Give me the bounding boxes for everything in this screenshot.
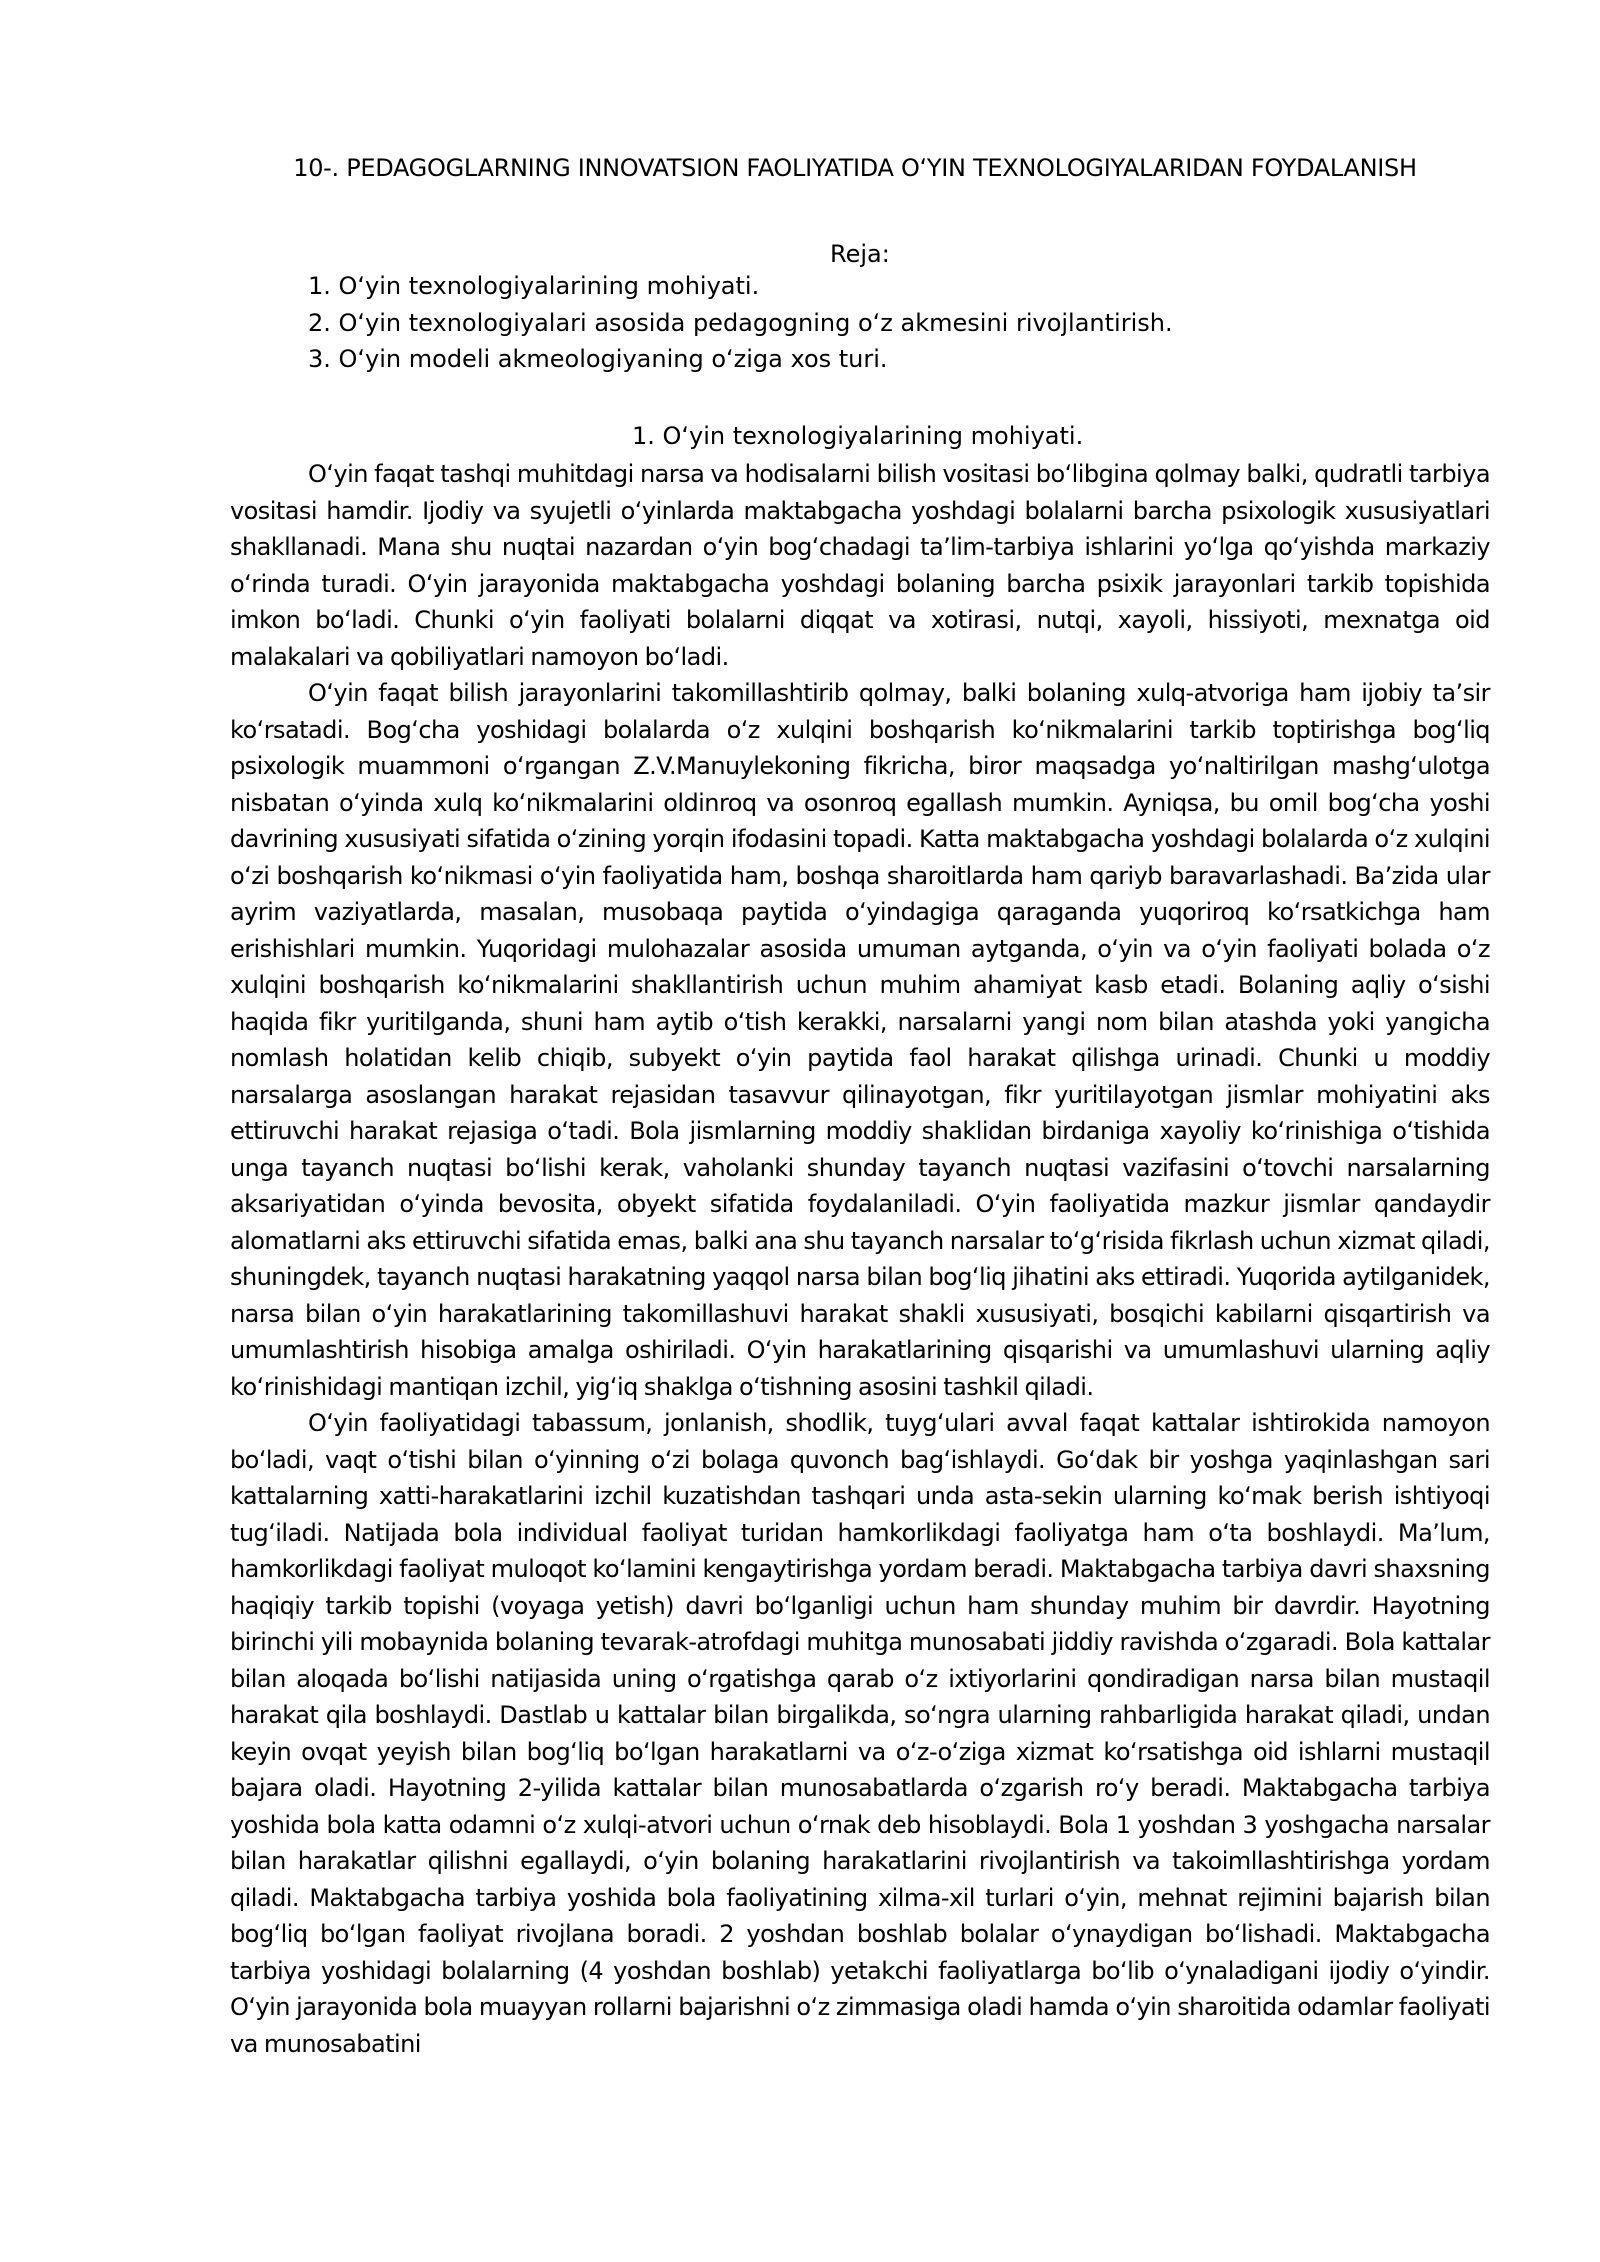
section-heading: 1. Oʻyin texnologiyalarining mohiyati. bbox=[632, 422, 1084, 450]
paragraph: Oʻyin faoliyatidagi tabassum, jonlanish, shodlik, tuygʻulari avval faqat kattalar ishtirokida namoyon boʻladi, vaqt oʻtishi bilan oʻyinning oʻzi bolaga quvonch bagʻishlaydi. Goʻdak bir yoshga yaqinlashgan sari kattalarning xatti-harakatlarini izchil kuzatishdan tashqari unda asta-sekin ularning koʻmak berish ishtiyoqi tugʻiladi. Natijada bola individual faoliyat turidan hamkorlikdagi faoliyatga ham oʻta boshlaydi. Maʼlum, hamkorlikdagi faoliyat muloqot koʻlamini kengaytirishga yordam beradi. Maktabgacha tarbiya davri shaxsning haqiqiy tarkib topishi (voyaga yetish) davri boʻlganligi uchun ham shunday muhim bir davrdir. Hayotning birinchi yili mobaynida bolaning tevarak-atrofdagi muhitga munosabati jiddiy ravishda oʻzgaradi. Bola kattalar bilan aloqada boʻlishi natijasida uning oʻrgatishga qarab oʻz ixtiyorlarini qondiradigan narsa bilan mustaqil harakat qila boshlaydi. Dastlab u kattalar bilan birgalikda, soʻngra ularning rahbarligida harakat qiladi, undan keyin ovqat yeyish bilan bogʻliq boʻlgan harakatlarni va oʻz-oʻziga xizmat koʻrsatishga oid ishlarni mustaqil bajara oladi. Hayotning 2-yilida kattalar bilan munosabatlarda oʻzgarish roʻy beradi. Maktabgacha tarbiya yoshida bola katta odamni oʻz xulqi-atvori uchun oʻrnak deb hisoblaydi. Bola 1 yoshdan 3 yoshgacha narsalar bilan harakatlar qilishni egallaydi, oʻyin bolaning harakatlarini rivojlantirish va takoimllashtirishga yordam qiladi. Maktabgacha tarbiya yoshida bola faoliyatining xilma-xil turlari oʻyin, mehnat rejimini bajarish bilan bogʻliq boʻlgan faoliyat rivojlana boradi. 2 yoshdan boshlab bolalar oʻynaydigan boʻlishadi. Maktabgacha tarbiya yoshidagi bolalarning (4 yoshdan boshlab) yetakchi faoliyatlarga boʻlib oʻynaladigani ijodiy oʻyindir. Oʻyin jarayonida bola muayyan rollarni bajarishni oʻz zimmasiga oladi hamda oʻyin sharoitida odamlar faoliyati va munosabatini bbox=[230, 1409, 1490, 2058]
plan-heading: Reja: bbox=[830, 240, 890, 268]
plan-item: 2. Oʻyin texnologiyalari asosida pedagogning oʻz akmesini rivojlantirish. bbox=[308, 308, 1173, 337]
plan-item: 3. Oʻyin modeli akmeologiyaning oʻziga xos turi. bbox=[308, 345, 888, 373]
plan-item: 1. Oʻyin texnologiyalarining mohiyati. bbox=[308, 272, 760, 300]
paragraph: Oʻyin faqat tashqi muhitdagi narsa va hodisalarni bilish vositasi boʻlibgina qolmay balki, qudratli tarbiya vositasi hamdir. Ijodiy va syujetli oʻyinlarda maktabgacha yoshdagi bolalarni barcha psixologik xususiyatlari shakllanadi. Mana shu nuqtai nazardan oʻyin bogʻchadagi taʼlim-tarbiya ishlarini yoʻlga qoʻyishda markaziy oʻrinda turadi. Oʻyin jarayonida maktabgacha yoshdagi bolaning barcha psixik jarayonlari tarkib topishida imkon boʻladi. Chunki oʻyin faoliyati bolalarni diqqat va xotirasi, nutqi, xayoli, hissiyoti, mexnatga oid malakalari va qobiliyatlari namoyon boʻladi. bbox=[230, 460, 1490, 671]
plan-list bbox=[308, 268, 1408, 378]
paragraph: Oʻyin faqat bilish jarayonlarini takomillashtirib qolmay, balki bolaning xulq-atvoriga ham ijobiy taʼsir koʻrsatadi. Bogʻcha yoshidagi bolalarda oʻz xulqini boshqarish koʻnikmalarini tarkib toptirishga bogʻliq psixologik muammoni oʻrgangan Z.V.Manuylekoning fikricha, biror maqsadga yoʻnaltirilgan mashgʻulotga nisbatan oʻyinda xulq koʻnikmalarini oldinroq va osonroq egallash mumkin. Ayniqsa, bu omil bogʻcha yoshi davrining xususiyati sifatida oʻzining yorqin ifodasini topadi. Katta maktabgacha yoshdagi bolalarda oʻz xulqini oʻzi boshqarish koʻnikmasi oʻyin faoliyatida ham, boshqa sharoitlarda ham qariyb baravarlashadi. Baʼzida ular ayrim vaziyatlarda, masalan, musobaqa paytida oʻyindagiga qaraganda yuqoriroq koʻrsatkichga ham erishishlari mumkin. Yuqoridagi mulohazalar asosida umuman aytganda, oʻyin va oʻyin faoliyati bolada oʻz xulqini boshqarish koʻnikmalarini shakllantirish uchun muhim ahamiyat kasb etadi. Bolaning aqliy oʻsishi haqida fikr yuritilganda, shuni ham aytib oʻtish kerakki, narsalarni yangi nom bilan atashda yoki yangicha nomlash holatidan kelib chiqib, subyekt oʻyin paytida faol harakat qilishga urinadi. Chunki u moddiy narsalarga asoslangan harakat rejasidan tasavvur qilinayotgan, fikr yuritilayotgan jismlar mohiyatini aks ettiruvchi harakat rejasiga oʻtadi. Bola jismlarning moddiy shaklidan birdaniga xayoliy koʻrinishiga oʻtishida unga tayanch nuqtasi boʻlishi kerak, vaholanki shunday tayanch nuqtasi vazifasini oʻtovchi narsalarning aksariyatidan oʻyinda bevosita, obyekt sifatida foydalaniladi. Oʻyin faoliyatida mazkur jismlar qandaydir alomatlarni aks ettiruvchi sifatida emas, balki ana shu tayanch narsalar toʻgʻrisida fikrlash uchun xizmat qiladi, shuningdek, tayanch nuqtasi harakatning yaqqol narsa bilan bogʻliq jihatini aks ettiradi. Yuqorida aytilganidek, narsa bilan oʻyin harakatlarining takomillashuvi harakat shakli xususiyati, bosqichi kabilarni qisqartirish va umumlashtirish hisobiga amalga oshiriladi. Oʻyin harakatlarining qisqarishi va umumlashuvi ularning aqliy koʻrinishidagi mantiqan izchil, yigʻiq shaklga oʻtishning asosini tashkil qiladi. bbox=[230, 679, 1490, 1401]
body-text bbox=[230, 456, 1490, 2062]
page-title: 10-. PEDAGOGLARNING INNOVATSION FAOLIYATIDA OʻYIN TEXNOLOGIYALARIDAN FOYDALANISH bbox=[293, 154, 1417, 182]
